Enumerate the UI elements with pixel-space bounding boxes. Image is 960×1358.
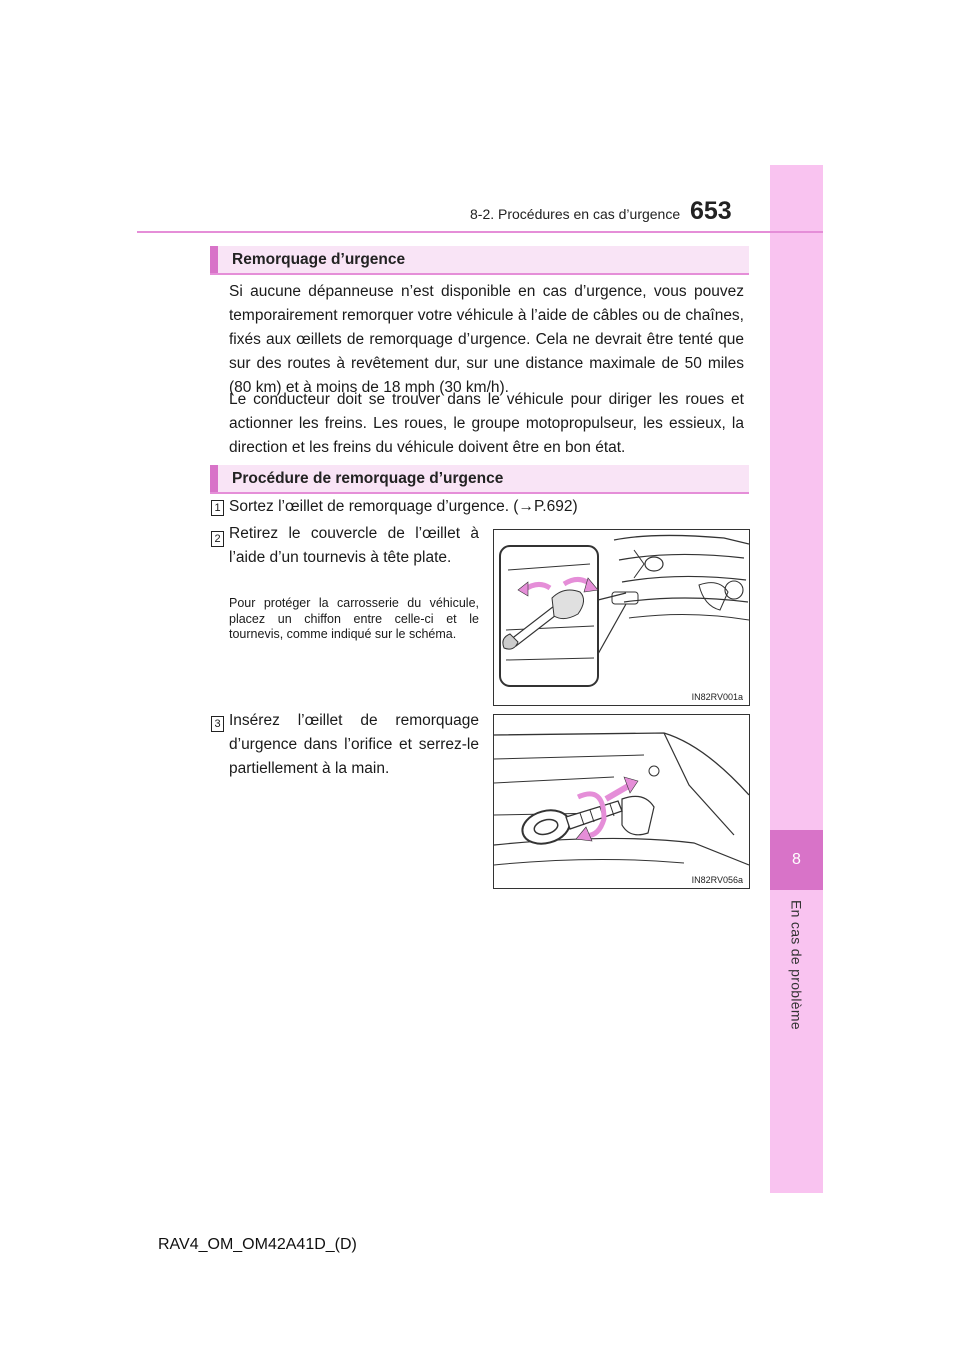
towing-eyelet-illustration (494, 715, 749, 888)
step-number-box: 2 (211, 531, 224, 547)
figure-insert-eyelet (493, 714, 750, 889)
document-code: RAV4_OM_OM42A41D_(D) (158, 1236, 357, 1253)
figure-code: IN82RV001a (691, 692, 743, 702)
page-number: 653 (690, 197, 732, 225)
step-1-text: Sortez l’œillet de remorquage d’urgence. (→P.692) (229, 498, 578, 515)
step-3-text: Insérez l’œillet de remorquage d’urgence dans l’orifice et serrez-le partiellement à la main. (229, 712, 479, 777)
step-2-note: Pour protéger la carrosserie du véhicule, placez un chiffon entre celle-ci et le tournevis, comme indiqué sur le schéma. (229, 596, 479, 641)
step-2-text: Retirez le couvercle de l’œillet à l’aide d’un tournevis à tête plate. (229, 525, 479, 566)
section-banner-emergency-towing (210, 246, 749, 275)
section-header: 8-2. Procédures en cas d’urgence (470, 206, 681, 222)
step-number-box: 1 (211, 500, 224, 516)
banner-accent-bar (210, 246, 218, 273)
header-divider (137, 231, 823, 233)
chapter-title-tab (770, 900, 823, 1160)
screwdriver-illustration (494, 530, 749, 705)
step-number-box: 3 (211, 716, 224, 732)
figure-code: IN82RV056a (691, 875, 743, 885)
chapter-number-tab (770, 830, 823, 890)
section-banner-towing-procedure (210, 465, 749, 494)
figure-remove-cover (493, 529, 750, 706)
section-title: Procédure de remorquage d’urgence (232, 469, 504, 487)
banner-accent-bar (210, 465, 218, 492)
driver-paragraph: Le conducteur doit se trouver dans le véhicule pour diriger les roues et actionner les freins. Les roues, le groupe motopropulseur, les essieux, la direction et les freins du véhicule doivent être en bon état. (229, 391, 744, 456)
section-title: Remorquage d’urgence (232, 250, 406, 268)
chapter-title: En cas de problème (788, 900, 805, 1030)
chapter-number: 8 (792, 851, 801, 868)
intro-paragraph: Si aucune dépanneuse n’est disponible en cas d’urgence, vous pouvez temporairement remorquer votre véhicule à l’aide de câbles ou de chaînes, fixés aux œillets de remorquage d’urgence. Cela ne devrait être tenté que sur des routes à revêtement dur, sur une distance maximale de 50 miles (80 km) et à moins de 18 mph (30 km/h). (229, 283, 744, 396)
